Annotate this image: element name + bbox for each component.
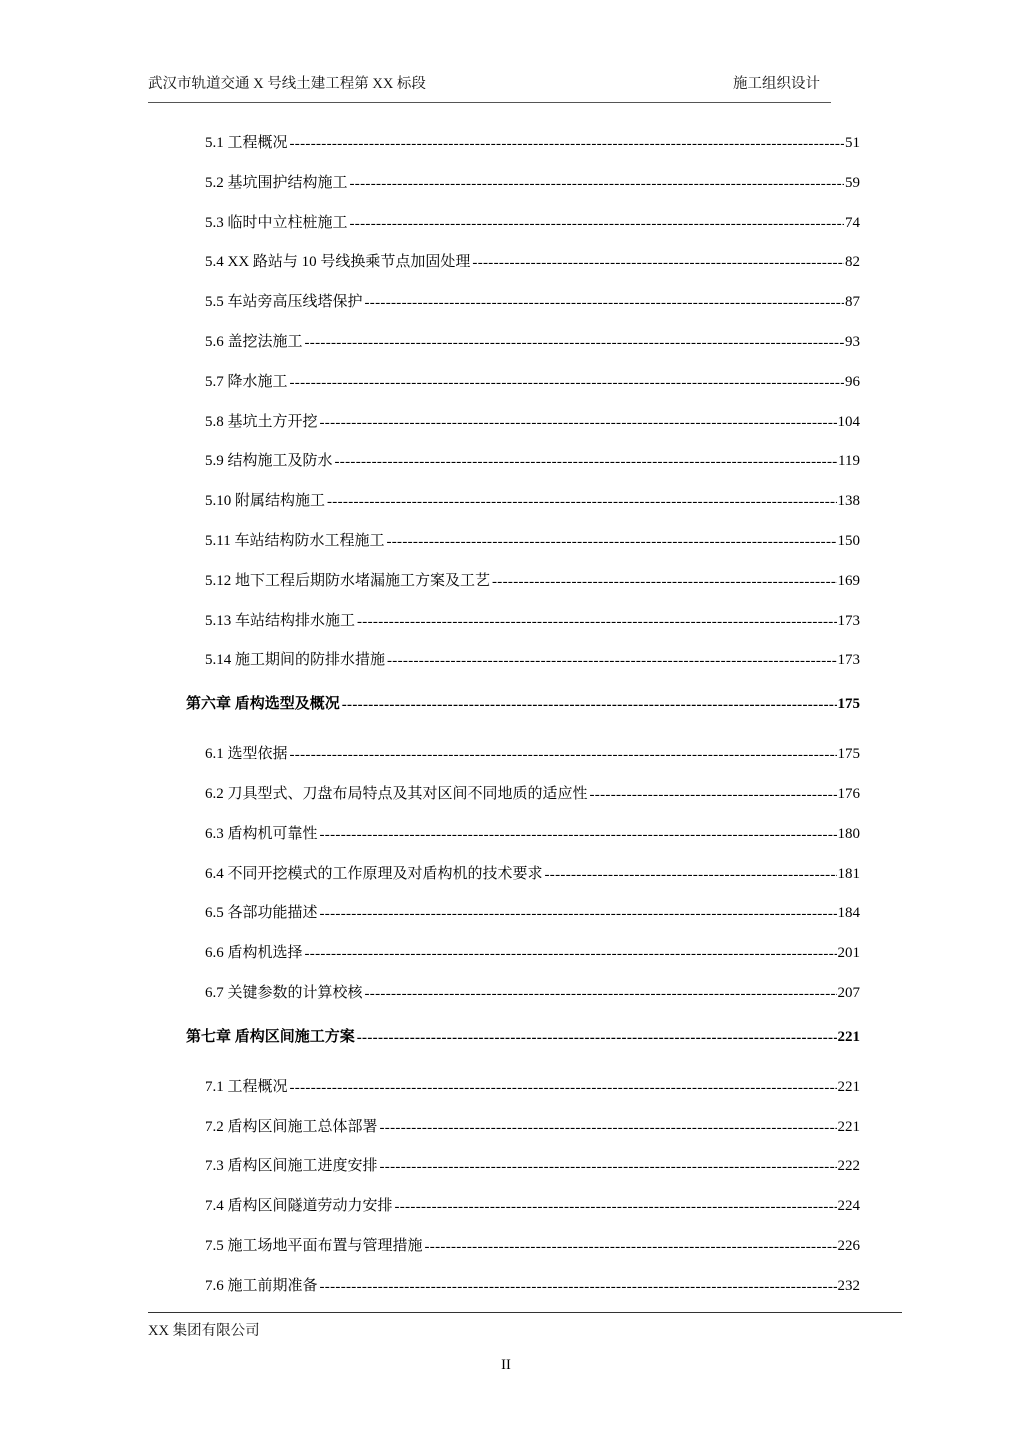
toc-entry-page-number: 173 [837, 652, 860, 669]
toc-entry-page-number: 59 [845, 174, 860, 191]
toc-entry-title: 第七章 盾构区间施工方案 [186, 1028, 355, 1045]
toc-entry-page-number: 93 [845, 333, 860, 350]
toc-entry[interactable] [186, 529, 860, 569]
toc-entry[interactable] [186, 609, 860, 649]
toc-entry-page-number: 87 [845, 294, 860, 311]
toc-entry-page-number: 180 [837, 825, 860, 842]
toc-entry-page-number: 224 [837, 1198, 860, 1215]
header-project-title: 武汉市轨道交通 X 号线土建工程第 XX 标段 [148, 76, 426, 92]
table-of-contents [186, 131, 860, 1314]
toc-entry-title: 6.2 刀具型式、刀盘布局特点及其对区间不同地质的适应性 [205, 785, 588, 802]
toc-dot-leader [357, 614, 836, 629]
toc-dot-leader [492, 574, 836, 589]
toc-entry-title: 7.6 施工前期准备 [205, 1277, 318, 1294]
toc-entry-title: 6.6 盾构机选择 [205, 945, 303, 962]
toc-entry-page-number: 221 [837, 1028, 860, 1045]
toc-entry-title: 5.7 降水施工 [205, 373, 288, 390]
toc-dot-leader [327, 494, 836, 509]
toc-dot-leader [320, 906, 837, 921]
toc-dot-leader [395, 1199, 837, 1214]
toc-entry-title: 5.2 基坑围护结构施工 [205, 174, 348, 191]
toc-entry[interactable] [186, 742, 860, 782]
toc-entry-title: 6.1 选型依据 [205, 746, 288, 763]
toc-dot-leader [305, 946, 837, 961]
toc-dot-leader [320, 415, 837, 430]
toc-entry-title: 5.13 车站结构排水施工 [205, 612, 356, 629]
toc-entry[interactable] [186, 250, 860, 290]
toc-entry[interactable] [186, 1274, 860, 1314]
toc-chapter-entry[interactable] [186, 1021, 860, 1070]
toc-entry[interactable] [186, 569, 860, 609]
toc-dot-leader [387, 653, 836, 668]
toc-dot-leader [350, 216, 844, 231]
toc-dot-leader [472, 255, 844, 270]
toc-dot-leader [425, 1239, 837, 1254]
toc-entry-page-number: 221 [837, 1118, 860, 1135]
toc-dot-leader [342, 697, 837, 712]
toc-entry-page-number: 150 [837, 532, 860, 549]
toc-dot-leader [357, 1030, 837, 1045]
toc-dot-leader [290, 375, 844, 390]
toc-entry[interactable] [186, 131, 860, 171]
toc-dot-leader [380, 1120, 837, 1135]
toc-dot-leader [320, 1279, 837, 1294]
toc-dot-leader [290, 747, 837, 762]
toc-entry[interactable] [186, 489, 860, 529]
toc-entry[interactable] [186, 1234, 860, 1274]
toc-entry-title: 5.10 附属结构施工 [205, 493, 326, 510]
toc-entry-page-number: 82 [845, 254, 860, 271]
toc-entry[interactable] [186, 211, 860, 251]
toc-entry-page-number: 169 [837, 572, 860, 589]
toc-entry[interactable] [186, 941, 860, 981]
toc-entry-page-number: 176 [837, 785, 860, 802]
toc-entry[interactable] [186, 290, 860, 330]
toc-entry-page-number: 221 [837, 1078, 860, 1095]
toc-entry-page-number: 175 [837, 746, 860, 763]
toc-entry-page-number: 138 [837, 493, 860, 510]
toc-entry-title: 6.7 关键参数的计算校核 [205, 984, 363, 1001]
toc-entry[interactable] [186, 449, 860, 489]
toc-entry-title: 7.1 工程概况 [205, 1078, 288, 1095]
toc-entry-page-number: 96 [845, 373, 860, 390]
toc-dot-leader [290, 1080, 837, 1095]
toc-entry[interactable] [186, 410, 860, 450]
header-divider [148, 102, 831, 103]
footer-company: XX 集团有限公司 [148, 1323, 260, 1339]
toc-entry-title: 6.5 各部功能描述 [205, 905, 318, 922]
toc-entry-page-number: 173 [837, 612, 860, 629]
toc-entry-page-number: 104 [837, 413, 860, 430]
toc-entry-page-number: 201 [837, 945, 860, 962]
toc-dot-leader [320, 827, 837, 842]
toc-entry-page-number: 175 [837, 696, 860, 713]
toc-dot-leader [350, 176, 844, 191]
toc-dot-leader [380, 1159, 837, 1174]
toc-entry-title: 5.4 XX 路站与 10 号线换乘节点加固处理 [205, 254, 471, 271]
toc-entry[interactable] [186, 901, 860, 941]
toc-entry-page-number: 119 [838, 453, 860, 470]
toc-entry-title: 5.14 施工期间的防排水措施 [205, 652, 386, 669]
toc-dot-leader [305, 335, 844, 350]
toc-entry[interactable] [186, 1154, 860, 1194]
toc-entry-page-number: 232 [837, 1277, 860, 1294]
toc-entry-title: 第六章 盾构选型及概况 [186, 696, 340, 713]
toc-entry-title: 5.3 临时中立柱桩施工 [205, 214, 348, 231]
page-header [148, 72, 830, 94]
toc-entry-page-number: 51 [845, 135, 860, 151]
footer-divider [148, 1312, 902, 1313]
header-document-type: 施工组织设计 [733, 76, 820, 92]
toc-entry-page-number: 74 [845, 214, 860, 231]
toc-entry[interactable] [186, 981, 860, 1021]
toc-entry[interactable] [186, 782, 860, 822]
toc-chapter-entry[interactable] [186, 688, 860, 737]
toc-entry[interactable] [186, 370, 860, 410]
toc-entry-title: 5.6 盖挖法施工 [205, 333, 303, 350]
toc-entry-title: 6.3 盾构机可靠性 [205, 825, 318, 842]
toc-entry-page-number: 226 [837, 1237, 860, 1254]
toc-entry-title: 7.3 盾构区间施工进度安排 [205, 1158, 378, 1175]
toc-dot-leader [590, 787, 837, 802]
toc-entry[interactable] [186, 1194, 860, 1234]
toc-entry-title: 5.1 工程概况 [205, 135, 288, 151]
toc-dot-leader [386, 534, 836, 549]
toc-entry[interactable] [186, 648, 860, 688]
toc-entry[interactable] [186, 1075, 860, 1115]
toc-entry-title: 7.2 盾构区间施工总体部署 [205, 1118, 378, 1135]
toc-entry-title: 5.9 结构施工及防水 [205, 453, 333, 470]
toc-entry-page-number: 222 [837, 1158, 860, 1175]
toc-entry-title: 5.11 车站结构防水工程施工 [205, 532, 385, 549]
page-number: II [501, 1357, 511, 1373]
toc-dot-leader [365, 986, 837, 1001]
toc-entry-page-number: 181 [837, 865, 860, 882]
toc-dot-leader [335, 454, 838, 469]
toc-entry[interactable] [186, 862, 860, 902]
toc-entry[interactable] [186, 171, 860, 211]
toc-entry-page-number: 207 [837, 984, 860, 1001]
toc-dot-leader [290, 136, 844, 151]
toc-entry-title: 5.5 车站旁高压线塔保护 [205, 294, 363, 311]
toc-entry[interactable] [186, 330, 860, 370]
toc-entry-title: 5.8 基坑土方开挖 [205, 413, 318, 430]
toc-entry[interactable] [186, 1115, 860, 1155]
toc-entry-title: 7.4 盾构区间隧道劳动力安排 [205, 1198, 393, 1215]
toc-dot-leader [365, 295, 844, 310]
toc-entry-title: 6.4 不同开挖模式的工作原理及对盾构机的技术要求 [205, 865, 543, 882]
toc-entry[interactable] [186, 822, 860, 862]
toc-entry-page-number: 184 [837, 905, 860, 922]
toc-dot-leader [545, 867, 837, 882]
toc-entry-title: 7.5 施工场地平面布置与管理措施 [205, 1237, 423, 1254]
toc-entry-title: 5.12 地下工程后期防水堵漏施工方案及工艺 [205, 572, 491, 589]
